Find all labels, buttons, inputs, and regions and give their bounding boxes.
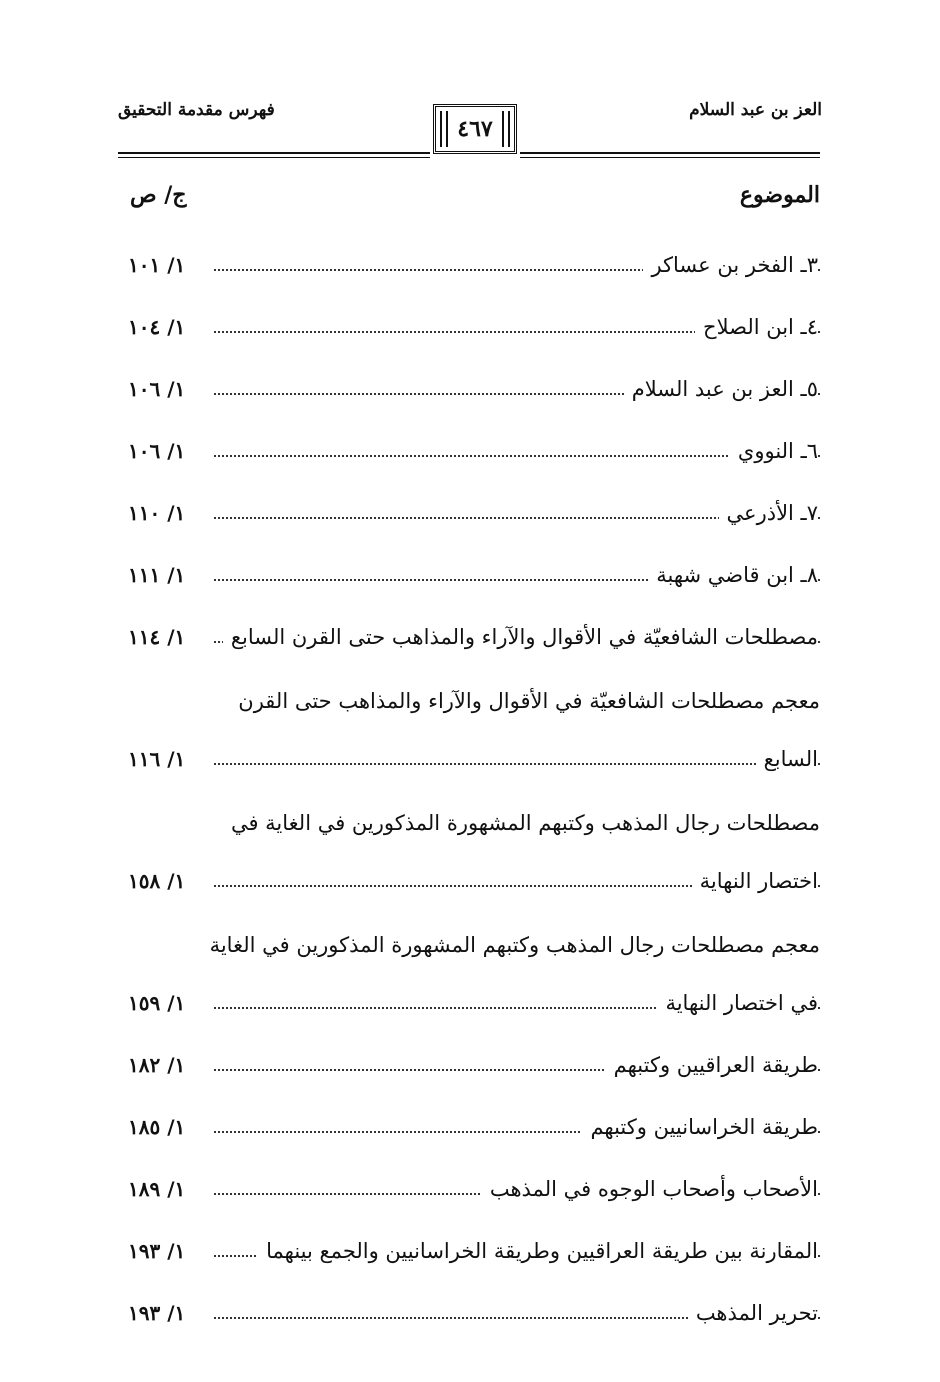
toc-entry-volume-page: ١/ ١٥٨ (128, 869, 191, 893)
toc-entry-volume-page: ١/ ١٩٣ (128, 1239, 191, 1263)
toc-entry (118, 1291, 820, 1331)
page-number-frame (433, 104, 517, 154)
toc-entry (118, 1105, 820, 1145)
column-heading-volume-page: ج/ ص (130, 182, 187, 208)
toc-entry (118, 1043, 820, 1083)
running-header-section-title: فهرس مقدمة التحقيق (118, 100, 275, 120)
toc-entry-volume-page: ١/ ١٠٤ (128, 315, 191, 339)
header-rule-left (118, 152, 430, 154)
toc-entry-volume-page: ١/ ١٩٣ (128, 1301, 191, 1325)
toc-entry-volume-page: ١/ ١٨٢ (128, 1053, 191, 1077)
toc-entry-title: اختصار النهاية (692, 869, 818, 893)
toc-entry (118, 429, 820, 469)
toc-entry-volume-page: ١/ ١٨٥ (128, 1115, 191, 1139)
toc-entry (118, 1229, 820, 1269)
toc-entry-title: مصطلحات الشافعيّة في الأقوال والآراء والمذاهب حتى القرن السابع (223, 625, 818, 649)
toc-entry-title: طريقة العراقيين وكتبهم (606, 1053, 818, 1077)
toc-entry (118, 305, 820, 345)
toc-entry (118, 367, 820, 407)
toc-entry-title: تحرير المذهب (688, 1301, 818, 1325)
toc-entry-volume-page: ١/ ١٠١ (128, 253, 191, 277)
toc-entry-title: ٦ـ النووي (730, 439, 818, 463)
toc-entry-title: السابع (756, 747, 818, 771)
header-rule-right (520, 152, 820, 154)
toc-entry-title: ٣ـ الفخر بن عساكر (643, 253, 818, 277)
toc-entry-volume-page: ١/ ١١٦ (128, 747, 191, 771)
header-rule-right-thin (520, 157, 820, 158)
toc-entry-volume-page: ١/ ١٨٩ (128, 1177, 191, 1201)
toc-entry-title: ٤ـ ابن الصلاح (695, 315, 818, 339)
toc-entry-title: في اختصار النهاية (657, 991, 818, 1015)
toc-entry (118, 491, 820, 531)
toc-entry-first-line: معجم مصطلحات رجال المذهب وكتبهم المشهورة المذكورين في الغاية (209, 933, 820, 957)
toc-entry-volume-page: ١/ ١١١ (128, 563, 191, 587)
toc-entry-first-line: مصطلحات رجال المذهب وكتبهم المشهورة المذكورين في الغاية في (230, 811, 820, 835)
toc-entry (118, 553, 820, 593)
toc-entry-title: المقارنة بين طريقة العراقيين وطريقة الخراسانيين والجمع بينهما (258, 1239, 818, 1263)
toc-entry (118, 615, 820, 655)
toc-entry-volume-page: ١/ ١١٠ (128, 501, 191, 525)
running-header-book-title: العز بن عبد السلام (689, 100, 822, 120)
toc-entry-volume-page: ١/ ١٠٦ (128, 439, 191, 463)
toc-entry (118, 243, 820, 283)
toc-entry (118, 1167, 820, 1207)
toc-entry-title: الأصحاب وأصحاب الوجوه في المذهب (482, 1177, 818, 1201)
toc-entry-volume-page: ١/ ١١٤ (128, 625, 191, 649)
toc-entry-title: ٧ـ الأذرعي (719, 501, 818, 525)
toc-entry-title: ٨ـ ابن قاضي شهبة (648, 563, 818, 587)
toc-entry-volume-page: ١/ ١٠٦ (128, 377, 191, 401)
page-number: ٤٦٧ (457, 116, 493, 142)
toc-entry-title: طريقة الخراسانيين وكتبهم (582, 1115, 818, 1139)
header-rule-left-thin (118, 157, 430, 158)
toc-entry-title: ٥ـ العز بن عبد السلام (624, 377, 818, 401)
toc-entry (118, 737, 820, 777)
toc-entry-first-line: معجم مصطلحات الشافعيّة في الأقوال والآراء والمذاهب حتى القرن (238, 689, 820, 713)
toc-entry (118, 859, 820, 899)
column-heading-topic: الموضوع (739, 182, 820, 208)
toc-entry (118, 981, 820, 1021)
toc-entry-volume-page: ١/ ١٥٩ (128, 991, 191, 1015)
dot-leader (214, 763, 820, 765)
